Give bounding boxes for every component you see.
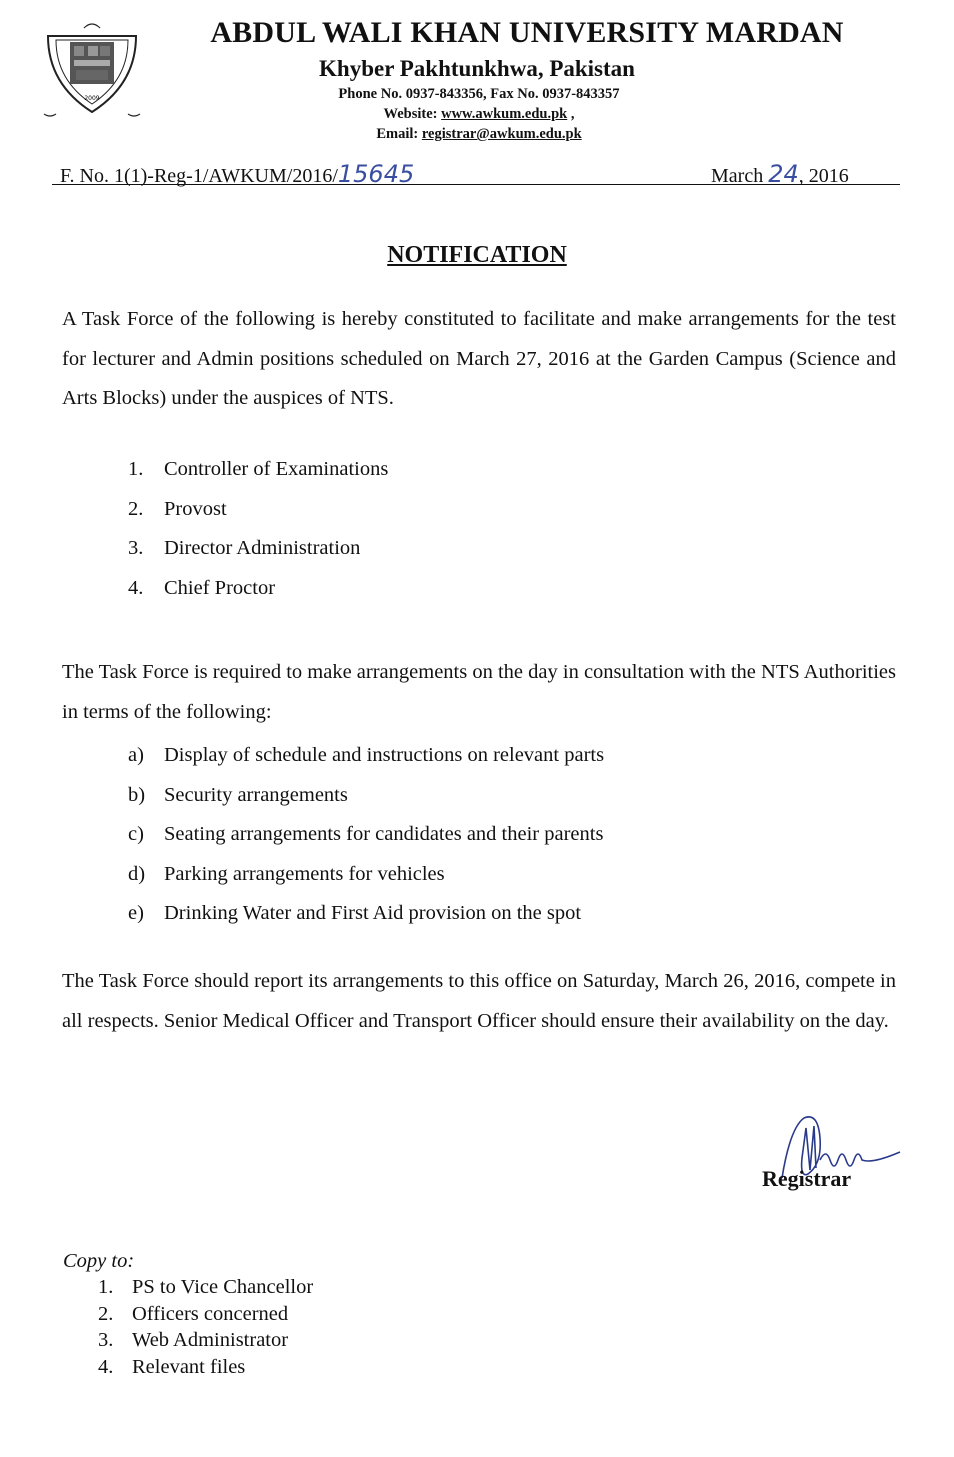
date-month: March (711, 165, 764, 187)
list-item: 1. Controller of Examinations (128, 458, 389, 480)
website-suffix: , (570, 106, 575, 122)
list-item: d) Parking arrangements for vehicles (128, 862, 445, 885)
website-line (150, 106, 808, 123)
list-item: 4. Relevant files (98, 1355, 246, 1378)
copy-to-label: Copy to: (63, 1250, 135, 1272)
province-line: Khyber Pakhtunkhwa, Pakistan (319, 56, 635, 81)
date-year: , 2016 (798, 165, 849, 187)
phone-fax-line: Phone No. 0937-843356, Fax No. 0937-843357 (338, 86, 620, 102)
handwritten-dispatch-number: 15645 (337, 160, 415, 188)
website-link[interactable]: www.awkum.edu.pk (441, 106, 568, 122)
page-title: NOTIFICATION (387, 242, 567, 268)
list-item: 3. Director Administration (128, 537, 361, 559)
list-item: b) Security arrangements (128, 783, 348, 806)
list-item: 1. PS to Vice Chancellor (98, 1276, 314, 1298)
seal-year: 2009 (84, 95, 100, 102)
list-item: 3. Web Administrator (98, 1329, 289, 1351)
list-item: 2. Officers concerned (98, 1302, 289, 1325)
file-number-text: F. No. 1(1)-Reg-1/AWKUM/2016/ (60, 165, 338, 187)
intro-paragraph: A Task Force of the following is hereby constituted to facilitate and make arrangements for the test for lecturer and Admin positions scheduled on March 27, 2016 at the Garden Campus (Science and Arts Blocks) under the auspices of NTS. (62, 308, 896, 409)
list-item: 2. Provost (128, 497, 227, 520)
requirements-paragraph: The Task Force is required to make arrangements on the day in consultation with the NTS Authorities in terms of the following: (62, 661, 896, 723)
reference-divider (52, 184, 900, 185)
handwritten-day: 24 (768, 160, 799, 188)
website-label: Website: (383, 106, 438, 122)
list-item: 4. Chief Proctor (128, 576, 276, 599)
reporting-paragraph: The Task Force should report its arrangements to this office on Saturday, March 26, 2016, compete in all respects. Senior Medical Officer and Transport Officer should ensure their availability on the day. (62, 970, 896, 1032)
signatory-title: Registrar (762, 1166, 852, 1191)
email-link[interactable]: registrar@awkum.edu.pk (421, 126, 582, 142)
email-label: Email: (376, 126, 419, 142)
email-line (150, 126, 808, 143)
university-name: ABDUL WALI KHAN UNIVERSITY MARDAN (210, 16, 844, 49)
list-item: a) Display of schedule and instructions on relevant parts (128, 744, 605, 766)
list-item: c) Seating arrangements for candidates and their parents (128, 823, 604, 845)
list-item: e) Drinking Water and First Aid provision on the spot (128, 902, 582, 924)
